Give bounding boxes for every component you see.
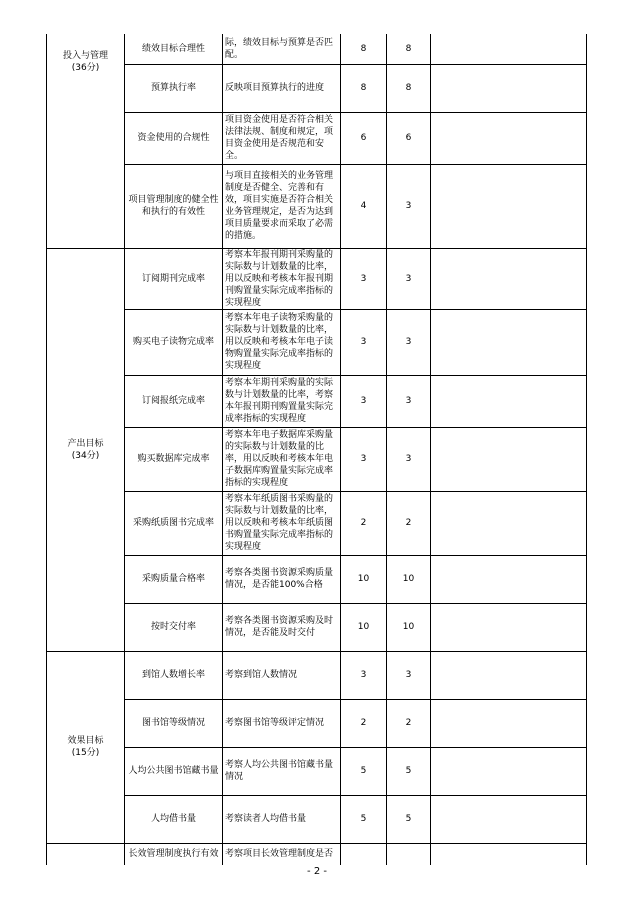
category-name: 产出目标 — [67, 438, 104, 449]
score-cell: 5 — [387, 747, 431, 795]
table-row — [47, 555, 587, 603]
indicator-cell: 人均借书量 — [125, 795, 223, 843]
description-cell: 考察到馆人数情况 — [223, 651, 341, 699]
description-cell: 考察本年电子数据库采购量的实际数与计划数量的比率，用以反映和考核本年电子数据库购置量实际完成率指标的实现程度 — [223, 427, 341, 491]
table-row — [47, 164, 587, 248]
description-cell: 反映项目预算执行的进度 — [223, 64, 341, 112]
weight-cell — [341, 843, 387, 865]
indicator-cell: 长效管理制度执行有效 — [125, 843, 223, 865]
description-cell: 考察读者人均借书量 — [223, 795, 341, 843]
evaluation-table — [46, 34, 587, 865]
description-cell: 与项目直接相关的业务管理制度是否健全、完善和有效，项目实施是否符合相关业务管理规定，是否为达到项目质量要求而采取了必需的措施。 — [223, 164, 341, 248]
table-row — [47, 491, 587, 555]
indicator-cell: 人均公共图书馆藏书量 — [125, 747, 223, 795]
indicator-cell: 订阅期刊完成率 — [125, 248, 223, 309]
weight-cell: 3 — [341, 651, 387, 699]
indicator-cell: 按时交付率 — [125, 603, 223, 651]
indicator-cell: 预算执行率 — [125, 64, 223, 112]
table-row — [47, 603, 587, 651]
description-cell: 考察本年电子读物采购量的实际数与计划数量的比率，用以反映和考核本年电子读物购置量实际完成率指标的实现程度 — [223, 309, 341, 375]
description-cell: 项目资金使用是否符合相关法律法规、制度和规定，项目资金使用是否规范和安全。 — [223, 112, 341, 164]
weight-cell: 3 — [341, 427, 387, 491]
note-cell — [431, 651, 587, 699]
category-cell — [47, 34, 125, 248]
note-cell — [431, 64, 587, 112]
weight-cell: 3 — [341, 248, 387, 309]
weight-cell: 5 — [341, 795, 387, 843]
table-row — [47, 699, 587, 747]
category-cell — [47, 248, 125, 651]
note-cell — [431, 112, 587, 164]
note-cell — [431, 747, 587, 795]
weight-cell: 4 — [341, 164, 387, 248]
note-cell — [431, 375, 587, 427]
indicator-cell: 订阅报纸完成率 — [125, 375, 223, 427]
score-cell: 3 — [387, 309, 431, 375]
note-cell — [431, 491, 587, 555]
score-cell: 5 — [387, 795, 431, 843]
score-cell: 3 — [387, 375, 431, 427]
table-row — [47, 34, 587, 64]
description-cell: 考察项目长效管理制度是否 — [223, 843, 341, 865]
description-cell: 考察图书馆等级评定情况 — [223, 699, 341, 747]
note-cell — [431, 603, 587, 651]
note-cell — [431, 248, 587, 309]
indicator-cell: 图书馆等级情况 — [125, 699, 223, 747]
weight-cell: 3 — [341, 375, 387, 427]
score-cell: 2 — [387, 699, 431, 747]
description-cell: 考察人均公共图书馆藏书量情况 — [223, 747, 341, 795]
indicator-cell: 购买数据库完成率 — [125, 427, 223, 491]
description-cell: 考察本年报刊期刊采购量的实际数与计划数量的比率，用以反映和考核本年报刊期刊购置量实际完成率指标的实现程度 — [223, 248, 341, 309]
score-cell: 6 — [387, 112, 431, 164]
evaluation-table-container — [46, 34, 586, 865]
table-row — [47, 248, 587, 309]
indicator-cell: 购买电子读物完成率 — [125, 309, 223, 375]
score-cell: 10 — [387, 555, 431, 603]
table-row — [47, 64, 587, 112]
weight-cell: 8 — [341, 34, 387, 64]
description-cell: 考察各类图书资源采购及时情况，是否能及时交付 — [223, 603, 341, 651]
weight-cell: 10 — [341, 555, 387, 603]
description-cell: 际，绩效目标与预算是否匹配。 — [223, 34, 341, 64]
score-cell: 3 — [387, 651, 431, 699]
table-row — [47, 309, 587, 375]
score-cell: 8 — [387, 64, 431, 112]
weight-cell: 2 — [341, 491, 387, 555]
category-score: (36分) — [71, 63, 100, 73]
weight-cell: 3 — [341, 309, 387, 375]
indicator-cell: 采购质量合格率 — [125, 555, 223, 603]
score-cell: 2 — [387, 491, 431, 555]
category-cell — [47, 843, 125, 865]
note-cell — [431, 843, 587, 865]
table-row — [47, 427, 587, 491]
weight-cell: 8 — [341, 64, 387, 112]
page-number: - 2 - — [307, 866, 327, 877]
weight-cell: 10 — [341, 603, 387, 651]
indicator-cell: 绩效目标合理性 — [125, 34, 223, 64]
indicator-cell: 资金使用的合规性 — [125, 112, 223, 164]
category-score: (34分) — [71, 450, 100, 461]
category-cell — [47, 651, 125, 843]
note-cell — [431, 795, 587, 843]
table-row — [47, 375, 587, 427]
indicator-cell: 项目管理制度的健全性和执行的有效性 — [125, 164, 223, 248]
description-cell: 考察本年纸质图书采购量的实际数与计划数量的比率，用以反映和考核本年纸质图书购置量实际完成率指标的实现程度 — [223, 491, 341, 555]
score-cell: 10 — [387, 603, 431, 651]
table-row — [47, 747, 587, 795]
weight-cell: 6 — [341, 112, 387, 164]
category-name: 效果目标 — [67, 736, 104, 746]
weight-cell: 2 — [341, 699, 387, 747]
note-cell — [431, 34, 587, 64]
score-cell: 3 — [387, 427, 431, 491]
indicator-cell: 到馆人数增长率 — [125, 651, 223, 699]
score-cell — [387, 843, 431, 865]
table-row — [47, 843, 587, 865]
note-cell — [431, 164, 587, 248]
indicator-cell: 采购纸质图书完成率 — [125, 491, 223, 555]
score-cell: 3 — [387, 164, 431, 248]
table-row — [47, 112, 587, 164]
table-row — [47, 795, 587, 843]
score-cell: 8 — [387, 34, 431, 64]
note-cell — [431, 309, 587, 375]
description-cell: 考察各类图书资源采购质量情况，是否能100%合格 — [223, 555, 341, 603]
note-cell — [431, 427, 587, 491]
category-score: (15分) — [71, 748, 100, 758]
note-cell — [431, 555, 587, 603]
category-name: 投入与管理 — [62, 51, 108, 61]
weight-cell: 5 — [341, 747, 387, 795]
score-cell: 3 — [387, 248, 431, 309]
note-cell — [431, 699, 587, 747]
table-row — [47, 651, 587, 699]
description-cell: 考察本年期刊采购量的实际数与计划数量的比率，考察本年报刊期刊购置量实际完成率指标的实现程度 — [223, 375, 341, 427]
